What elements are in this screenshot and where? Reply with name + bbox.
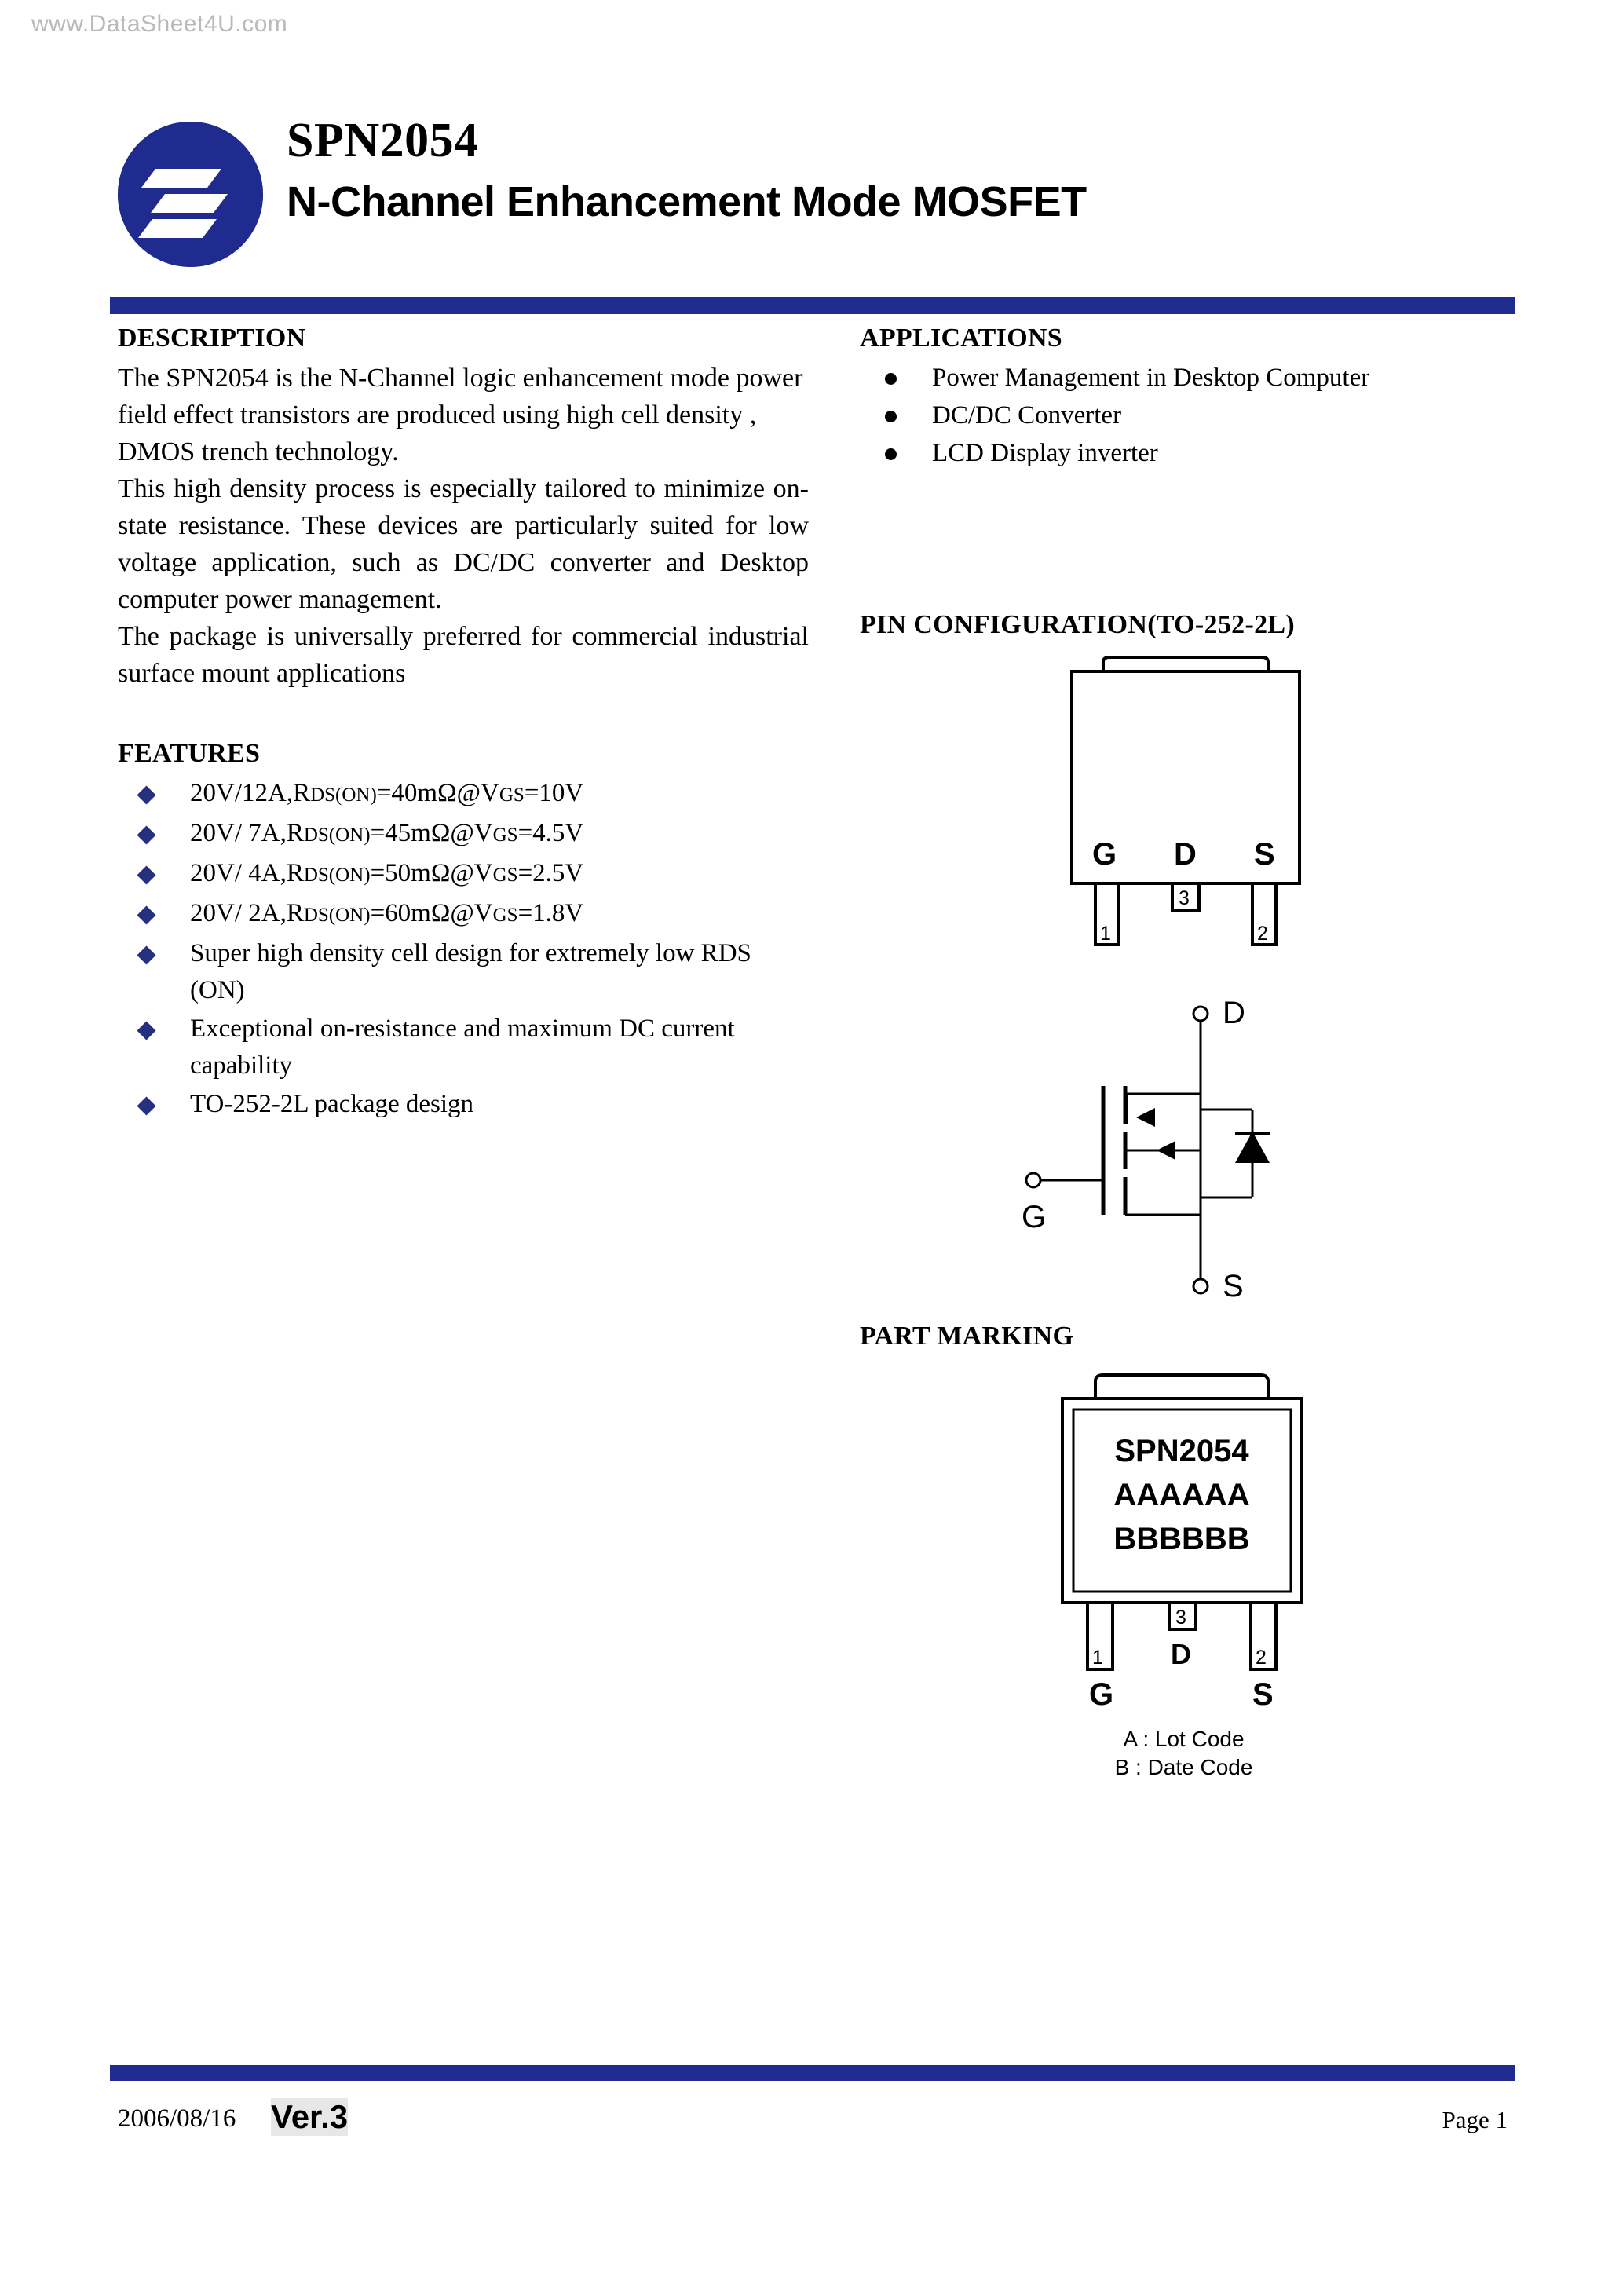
svg-text:S: S: [1252, 1677, 1274, 1712]
svg-text:1: 1: [1092, 1647, 1103, 1669]
applications-heading: APPLICATIONS: [860, 324, 1063, 353]
list-item: Power Management in Desktop Computer: [860, 360, 1508, 396]
svg-text:G: G: [1022, 1200, 1047, 1234]
feature-post: =4.5V: [517, 819, 584, 847]
svg-text:BBBBBB: BBBBBB: [1113, 1522, 1250, 1556]
feature-sub: DS(ON): [303, 824, 371, 846]
part-marking-diagram: [860, 1367, 1508, 1779]
feature-mid: =40mΩ@V: [376, 779, 499, 807]
svg-text:D: D: [1171, 1638, 1191, 1670]
svg-text:AAAAAA: AAAAAA: [1113, 1478, 1250, 1512]
feature-post: =1.8V: [517, 899, 584, 927]
footer-version: Ver.3: [271, 2098, 349, 2135]
features-list: [118, 775, 809, 1123]
svg-text:3: 3: [1175, 1607, 1186, 1629]
list-item: [118, 935, 809, 1009]
page-subtitle: N-Channel Enhancement Mode MOSFET: [287, 178, 1087, 225]
list-item: [118, 855, 809, 894]
package-outline-diagram: [860, 654, 1508, 984]
feature-text: Super high density cell design for extremely low RDS (ON): [190, 939, 751, 1004]
feature-sub: DS(ON): [303, 865, 371, 886]
features-heading: FEATURES: [118, 739, 261, 768]
feature-sub: DS(ON): [303, 905, 371, 926]
feature-sub2: GS: [499, 784, 525, 806]
svg-text:1: 1: [1100, 923, 1111, 945]
list-item: [118, 895, 809, 934]
svg-text:2: 2: [1256, 1647, 1267, 1669]
list-item: DC/DC Converter: [860, 397, 1508, 433]
feature-text: 20V/ 2A,R: [190, 899, 304, 927]
left-column: [118, 324, 809, 1124]
marking-caption-date: B : Date Code: [1114, 1755, 1253, 1779]
feature-mid: =45mΩ@V: [370, 819, 493, 847]
feature-sub2: GS: [492, 905, 518, 926]
feature-text: TO-252-2L package design: [190, 1090, 474, 1118]
applications-list: [860, 360, 1508, 471]
feature-sub: DS(ON): [310, 784, 377, 806]
description-paragraph-1: The SPN2054 is the N-Channel logic enhancement mode power field effect transistors are produced using high cell density , DMOS trench technology.: [118, 364, 803, 466]
company-logo-icon: [118, 122, 263, 267]
svg-text:2: 2: [1257, 923, 1268, 945]
title-block: [287, 110, 1512, 228]
list-item: [118, 775, 809, 813]
feature-mid: =50mΩ@V: [370, 859, 493, 887]
description-heading: DESCRIPTION: [118, 324, 306, 353]
page-footer: [110, 2098, 1515, 2159]
list-item: LCD Display inverter: [860, 435, 1508, 471]
svg-text:G: G: [1092, 837, 1117, 872]
feature-text: 20V/12A,R: [190, 779, 311, 807]
footer-date: 2006/08/16: [118, 2104, 236, 2133]
marking-caption-lot: A : Lot Code: [1123, 1727, 1245, 1751]
datasheet-page: [110, 0, 1515, 2296]
list-item: [118, 1086, 809, 1123]
description-paragraph-2: This high density process is especially tailored to minimize on-state resistance. These devices are particularly suited for low voltage application, such as DC/DC converter and Desktop computer power management.: [118, 474, 809, 614]
svg-text:SPN2054: SPN2054: [1114, 1434, 1249, 1468]
list-item: [118, 815, 809, 854]
svg-text:3: 3: [1179, 887, 1190, 909]
list-item: [118, 1011, 809, 1084]
feature-post: =2.5V: [517, 859, 584, 887]
feature-post: =10V: [524, 779, 584, 807]
feature-text: 20V/ 7A,R: [190, 819, 304, 847]
feature-sub2: GS: [492, 824, 518, 846]
page-title: SPN2054: [287, 114, 479, 167]
mosfet-symbol-diagram: [860, 992, 1508, 1322]
page-header: [110, 110, 1515, 267]
feature-mid: =60mΩ@V: [370, 899, 493, 927]
feature-text: 20V/ 4A,R: [190, 859, 304, 887]
right-column: [860, 324, 1508, 1779]
footer-divider: [110, 2065, 1515, 2081]
svg-text:G: G: [1089, 1677, 1114, 1712]
svg-text:D: D: [1223, 996, 1245, 1030]
feature-text: Exceptional on-resistance and maximum DC current capability: [190, 1015, 735, 1080]
site-watermark: www.DataSheet4U.com: [31, 11, 288, 37]
part-marking-heading: PART MARKING: [860, 1322, 1074, 1351]
svg-text:D: D: [1174, 837, 1197, 872]
feature-sub2: GS: [492, 865, 518, 886]
pin-configuration-heading: PIN CONFIGURATION(TO-252-2L): [860, 610, 1295, 639]
description-paragraph-3: The package is universally preferred for commercial industrial surface mount applications: [118, 622, 809, 688]
footer-page-number: Page 1: [1442, 2106, 1508, 2133]
header-divider: [110, 297, 1515, 314]
svg-text:S: S: [1223, 1269, 1244, 1303]
features-section: [118, 739, 809, 1123]
svg-text:S: S: [1254, 837, 1275, 872]
